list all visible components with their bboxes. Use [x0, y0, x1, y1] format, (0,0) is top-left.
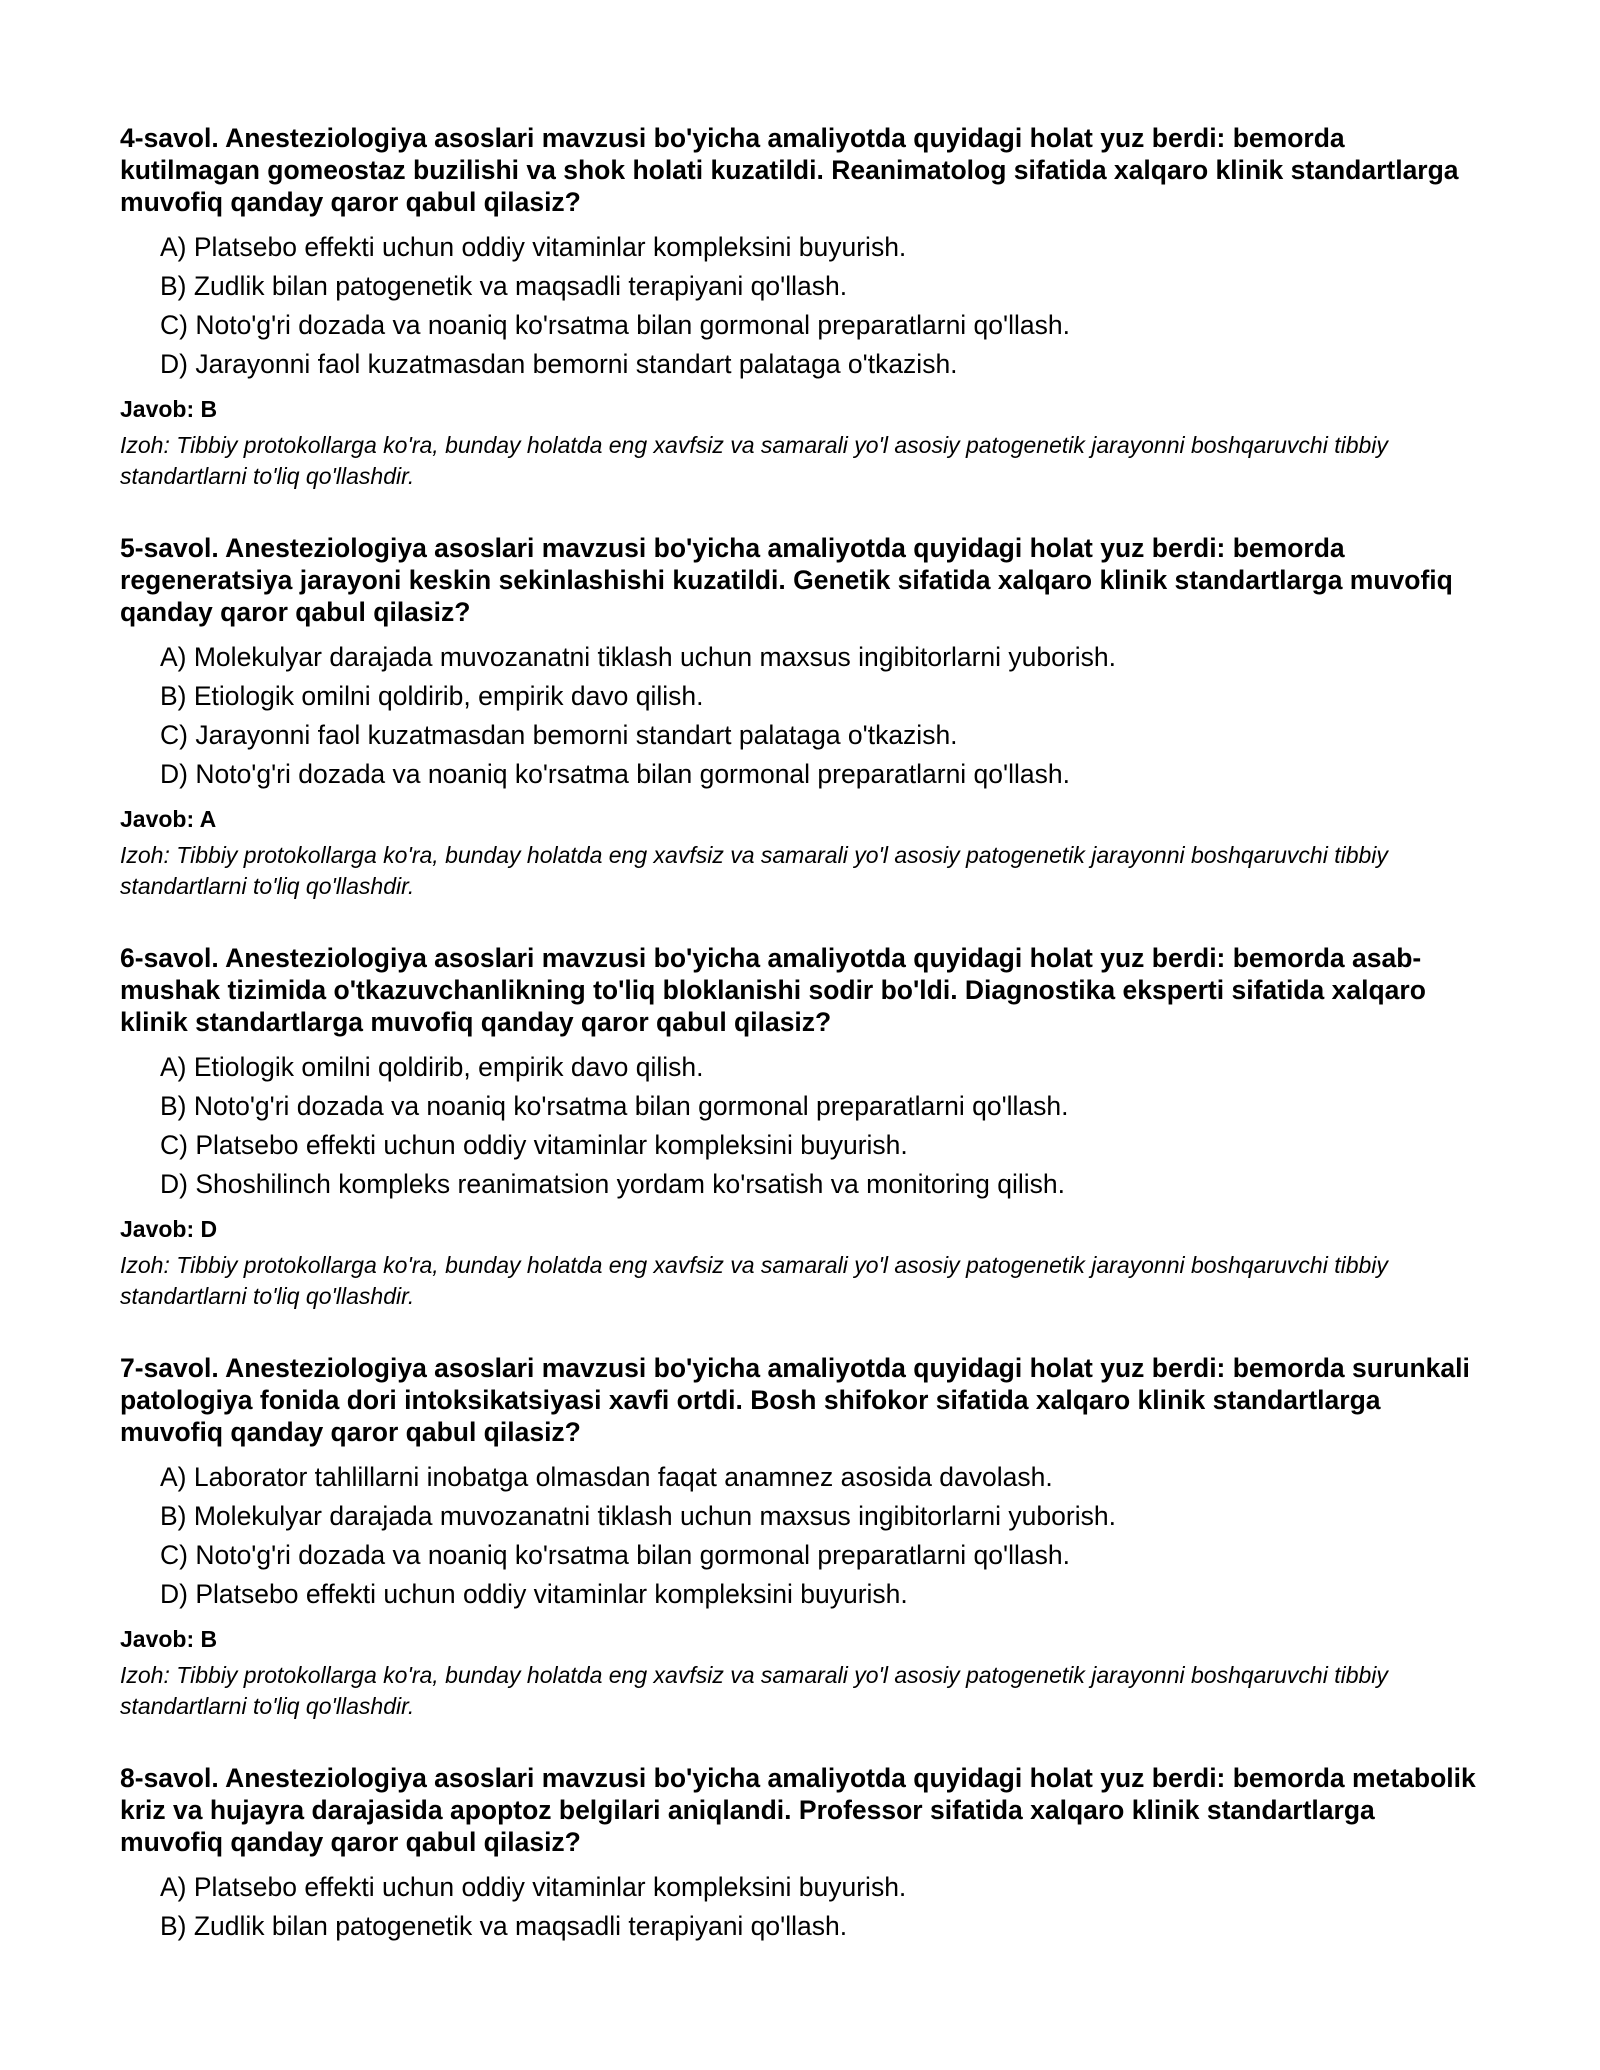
option-d: D) Jarayonni faol kuzatmasdan bemorni standart palataga o'tkazish. — [160, 349, 958, 379]
options-list — [120, 1458, 1480, 1614]
answer: Javob: B — [120, 1626, 218, 1652]
option-a: A) Laborator tahlillarni inobatga olmasdan faqat anamnez asosida davolash. — [160, 1462, 1053, 1492]
question-6 — [120, 942, 1480, 1312]
option-d: D) Noto'g'ri dozada va noaniq ko'rsatma bilan gormonal preparatlarni qo'llash. — [160, 759, 1070, 789]
question-title: 8-savol. Anesteziologiya asoslari mavzusi bo'yicha amaliyotda quyidagi holat yuz berdi: bemorda metabolik kriz va hujayra darajasida apoptoz belgilari aniqlandi. Professor sifatida xalqaro klinik standartlarga muvofiq qanday qaror qabul qilasiz? — [120, 1763, 1476, 1857]
explanation-note: Izoh: Tibbiy protokollarga ko'ra, bunday holatda eng xavfsiz va samarali yo'l asosiy patogenetik jarayonni boshqaruvchi tibbiy standartlarni to'liq qo'llashdir. — [120, 432, 1388, 489]
question-4 — [120, 122, 1480, 492]
question-title: 5-savol. Anesteziologiya asoslari mavzusi bo'yicha amaliyotda quyidagi holat yuz berdi: bemorda regeneratsiya jarayoni keskin sekinlashishi kuzatildi. Genetik sifatida xalqaro klinik standartlarga muvofiq qanday qaror qabul qilasiz? — [120, 533, 1453, 627]
option-a: A) Platsebo effekti uchun oddiy vitaminlar kompleksini buyurish. — [160, 232, 907, 262]
option-b: B) Molekulyar darajada muvozanatni tiklash uchun maxsus ingibitorlarni yuborish. — [160, 1501, 1116, 1531]
answer: Javob: D — [120, 1216, 218, 1242]
options-list — [120, 228, 1480, 384]
answer: Javob: A — [120, 806, 217, 832]
option-b: B) Noto'g'ri dozada va noaniq ko'rsatma bilan gormonal preparatlarni qo'llash. — [160, 1091, 1069, 1121]
answer: Javob: B — [120, 396, 218, 422]
question-title: 6-savol. Anesteziologiya asoslari mavzusi bo'yicha amaliyotda quyidagi holat yuz berdi: bemorda asab-mushak tizimida o'tkazuvchanlikning to'liq bloklanishi sodir bo'ldi. Diagnostika eksperti sifatida xalqaro klinik standartlarga muvofiq qanday qaror qabul qilasiz? — [120, 943, 1426, 1037]
option-b: B) Etiologik omilni qoldirib, empirik davo qilish. — [160, 681, 704, 711]
options-list — [120, 1868, 1480, 1946]
option-b: B) Zudlik bilan patogenetik va maqsadli terapiyani qo'llash. — [160, 271, 848, 301]
explanation-note: Izoh: Tibbiy protokollarga ko'ra, bunday holatda eng xavfsiz va samarali yo'l asosiy patogenetik jarayonni boshqaruvchi tibbiy standartlarni to'liq qo'llashdir. — [120, 1252, 1388, 1309]
option-c: C) Jarayonni faol kuzatmasdan bemorni standart palataga o'tkazish. — [160, 720, 958, 750]
option-c: C) Noto'g'ri dozada va noaniq ko'rsatma bilan gormonal preparatlarni qo'llash. — [160, 1540, 1070, 1570]
explanation-note: Izoh: Tibbiy protokollarga ko'ra, bunday holatda eng xavfsiz va samarali yo'l asosiy patogenetik jarayonni boshqaruvchi tibbiy standartlarni to'liq qo'llashdir. — [120, 1662, 1388, 1719]
options-list — [120, 638, 1480, 794]
option-a: A) Etiologik omilni qoldirib, empirik davo qilish. — [160, 1052, 704, 1082]
options-list — [120, 1048, 1480, 1204]
question-title: 4-savol. Anesteziologiya asoslari mavzusi bo'yicha amaliyotda quyidagi holat yuz berdi: bemorda kutilmagan gomeostaz buzilishi va shok holati kuzatildi. Reanimatolog sifatida xalqaro klinik standartlarga muvofiq qanday qaror qabul qilasiz? — [120, 123, 1459, 217]
option-d: D) Shoshilinch kompleks reanimatsion yordam ko'rsatish va monitoring qilish. — [160, 1169, 1065, 1199]
option-b: B) Zudlik bilan patogenetik va maqsadli terapiyani qo'llash. — [160, 1911, 848, 1941]
option-d: D) Platsebo effekti uchun oddiy vitaminlar kompleksini buyurish. — [160, 1579, 908, 1609]
question-7 — [120, 1352, 1480, 1722]
explanation-note: Izoh: Tibbiy protokollarga ko'ra, bunday holatda eng xavfsiz va samarali yo'l asosiy patogenetik jarayonni boshqaruvchi tibbiy standartlarni to'liq qo'llashdir. — [120, 842, 1388, 899]
question-8 — [120, 1762, 1480, 1946]
option-a: A) Platsebo effekti uchun oddiy vitaminlar kompleksini buyurish. — [160, 1872, 907, 1902]
question-5 — [120, 532, 1480, 902]
document-page — [120, 122, 1480, 1986]
option-c: C) Noto'g'ri dozada va noaniq ko'rsatma bilan gormonal preparatlarni qo'llash. — [160, 310, 1070, 340]
question-title: 7-savol. Anesteziologiya asoslari mavzusi bo'yicha amaliyotda quyidagi holat yuz berdi: bemorda surunkali patologiya fonida dori intoksikatsiyasi xavfi ortdi. Bosh shifokor sifatida xalqaro klinik standartlarga muvofiq qanday qaror qabul qilasiz? — [120, 1353, 1470, 1447]
option-a: A) Molekulyar darajada muvozanatni tiklash uchun maxsus ingibitorlarni yuborish. — [160, 642, 1116, 672]
option-c: C) Platsebo effekti uchun oddiy vitaminlar kompleksini buyurish. — [160, 1130, 908, 1160]
